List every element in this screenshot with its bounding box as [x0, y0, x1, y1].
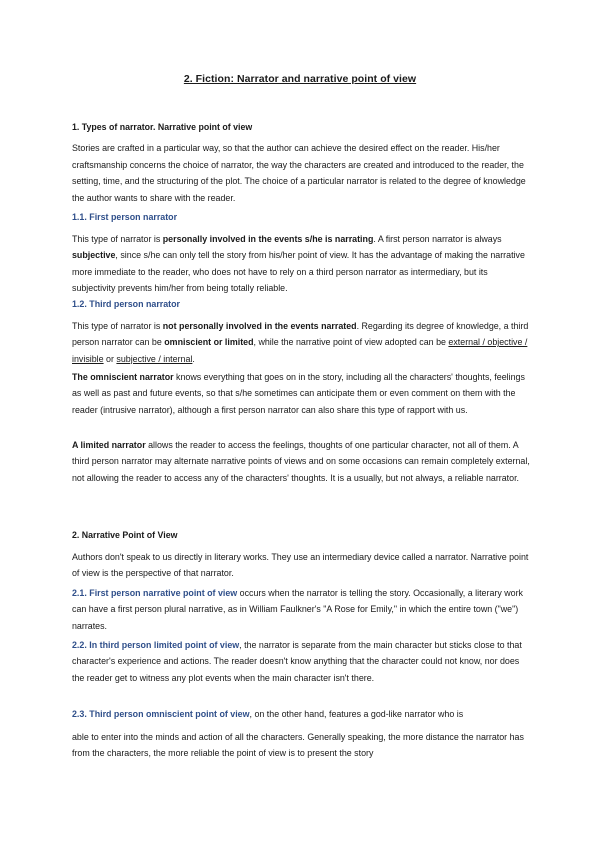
- section2-intro: Authors don't speak to us directly in literary works. They use an intermediary device called a narrator. Narrative point of view is the perspective of that narrator.: [72, 552, 529, 579]
- section2-heading: 2. Narrative Point of View: [72, 530, 178, 540]
- section1-intro: Stories are crafted in a particular way, so that the author can achieve the desired effect on the reader. His/her craftsmanship concerns the choice of narrator, the way the characters are created and introduced to the reader, the setting, time, and the structuring of the plot. The choice of a particular narrator is related to the degree of knowledge the author wants to share with the reader.: [72, 143, 526, 203]
- subsection-1-1-heading: 1.1. First person narrator: [72, 212, 178, 222]
- point-of-view-2-3-heading-line: 2.3. Third person omniscient point of view, on the other hand, features a god-like narrator who is: [72, 709, 464, 719]
- section1-heading: 1. Types of narrator. Narrative point of view: [72, 122, 253, 132]
- document-title: 2. Fiction: Narrator and narrative point of view: [183, 73, 417, 85]
- subsection-1-2-paragraph: This type of narrator is not personally involved in the events narrated. Regarding its degree of knowledge, a third person narrator can be omniscient or limited, while the narrative point of view adopted can be external / objective / invisible or subjective / internal.: [72, 321, 529, 364]
- limited-narrator-paragraph: A limited narrator allows the reader to access the feelings, thoughts of one particular character, not all of them. A third person narrator may alternate narrative points of views and on some occasions can remain completely external, not allowing the reader to access any of the characters' thoughts. It is a usually, but not always, a reliable narrator.: [72, 440, 530, 483]
- subsection-1-1-paragraph: This type of narrator is personally involved in the events s/he is narrating. A first person narrator is always subjective, since s/he can only tell the story from his/her point of view. It has the advantage of making the narrative more immediate to the reader, who does not have to rely on a third person narrator as intermediary, but its subjectivity prevents him/her from being totally reliable.: [72, 234, 525, 293]
- point-of-view-2-2-paragraph: 2.2. In third person limited point of view, the narrator is separate from the main character but sticks close to that character's experience and actions. The reader doesn't know anything that the character could not know, nor does the reader get to witness any plot events when the main character isn't there.: [72, 640, 522, 683]
- subsection-1-2-heading: 1.2. Third person narrator: [72, 299, 181, 309]
- omniscient-narrator-paragraph: The omniscient narrator knows everything that goes on in the story, including all the characters' thoughts, feelings as well as past and future events, so that s/he sometimes can anticipate them or even comment on them with the reader (intrusive narrator), although a first person narrator can also share this type of rapport with us.: [72, 372, 525, 415]
- point-of-view-2-3-paragraph: able to enter into the minds and action of all the characters. Generally speaking, the more distance the narrator has from the characters, the more reliable the point of view is to present the story: [72, 732, 524, 759]
- point-of-view-2-1-paragraph: 2.1. First person narrative point of view occurs when the narrator is telling the story. Occasionally, a literary work can have a first person plural narrative, as in William Faulkner's "A Rose for Emily," in which the entire town ("we") narrates.: [72, 588, 523, 631]
